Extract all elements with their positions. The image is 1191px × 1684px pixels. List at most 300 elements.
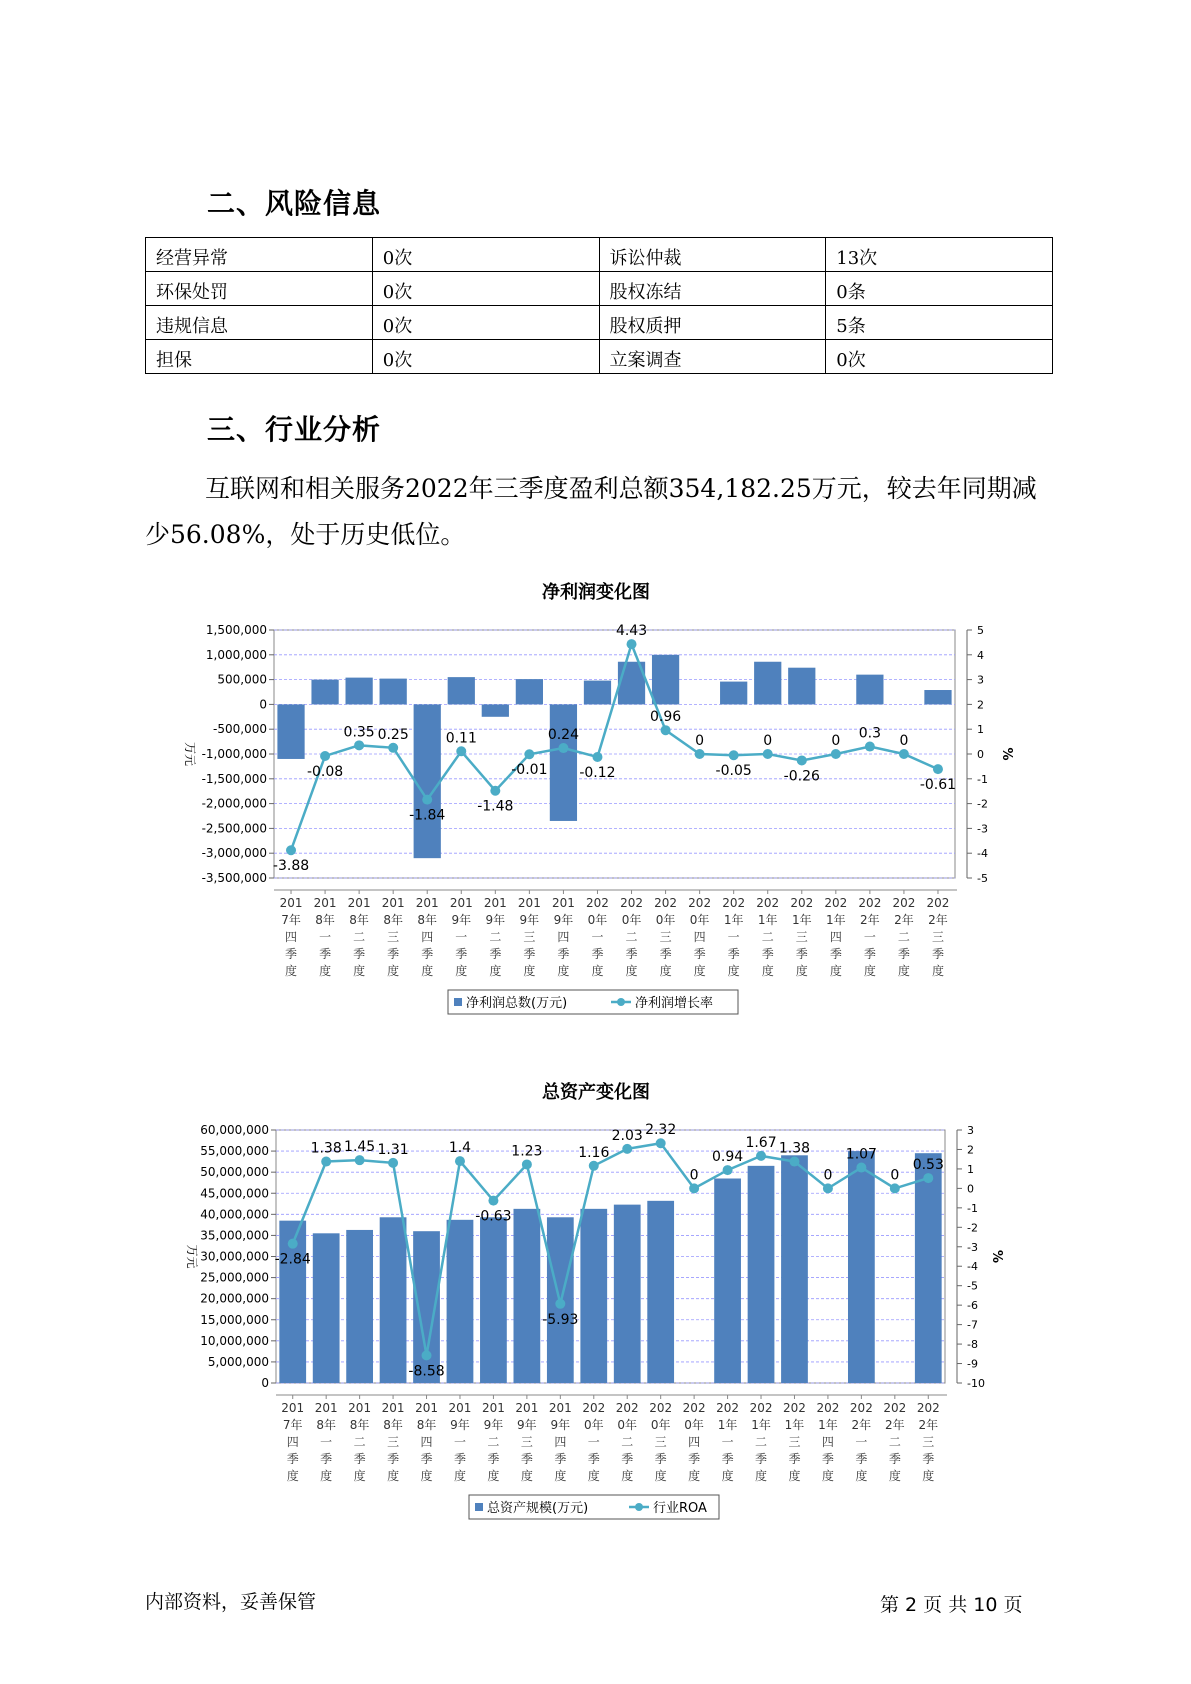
x-tick-label: 度: [625, 964, 638, 978]
x-tick-label: 度: [285, 964, 298, 978]
x-tick-label: 度: [587, 1469, 600, 1483]
bar: [580, 1209, 607, 1383]
x-tick-label: 201: [448, 1401, 472, 1415]
x-tick-label: 度: [855, 1469, 868, 1483]
risk-item-label: 环保处罚: [146, 272, 373, 306]
x-tick-label: 季: [922, 1452, 935, 1466]
x-tick-label: 度: [420, 1469, 433, 1483]
legend-point-swatch: [617, 998, 625, 1006]
data-label: 0.3: [858, 725, 882, 742]
x-tick-label: 2年: [894, 913, 914, 927]
line-point: [689, 1183, 699, 1193]
x-tick-label: 202: [649, 1401, 673, 1415]
x-tick-label: 度: [453, 1469, 466, 1483]
x-tick-label: 201: [314, 1401, 338, 1415]
data-label: 1.38: [778, 1140, 811, 1157]
x-tick-label: 2年: [860, 913, 880, 927]
legend-label: 总资产规模(万元): [487, 1501, 589, 1516]
x-tick-label: 季: [829, 947, 842, 961]
y2-tick-label: 1: [977, 723, 984, 737]
risk-item-value: 13次: [826, 238, 1053, 272]
line-point: [490, 786, 500, 796]
line-point: [589, 1161, 599, 1171]
y2-tick-label: -3: [977, 822, 988, 836]
line-point: [890, 1183, 900, 1193]
x-tick-label: 季: [353, 947, 366, 961]
x-tick-label: 0年: [689, 913, 710, 927]
y-tick-label: 20,000,000: [200, 1291, 269, 1306]
net-profit-chart: [0, 578, 1191, 1048]
line-point: [555, 1299, 565, 1309]
y-tick-label: -2,000,000: [201, 796, 267, 811]
line-point: [592, 752, 602, 762]
x-tick-label: 四: [688, 1435, 701, 1449]
x-tick-label: 202: [824, 896, 848, 910]
legend-label: 净利润总数(万元): [466, 996, 568, 1011]
x-tick-label: 季: [855, 1452, 868, 1466]
y-tick-label: -500,000: [213, 722, 267, 737]
risk-item-value: 5条: [826, 306, 1053, 340]
risk-item-label: 股权质押: [599, 306, 826, 340]
x-tick-label: 季: [693, 947, 706, 961]
data-label: 2.03: [611, 1127, 643, 1144]
x-tick-label: 0年: [684, 1418, 704, 1432]
x-tick-label: 度: [523, 964, 536, 978]
x-tick-label: 9年: [550, 1418, 571, 1432]
line-point: [763, 749, 773, 759]
x-tick-label: 201: [548, 1401, 572, 1415]
y2-tick-label: -8: [967, 1338, 978, 1352]
bar: [584, 681, 611, 705]
y-tick-label: -1,000,000: [201, 747, 267, 761]
bar: [714, 1178, 741, 1383]
x-tick-label: 季: [487, 1452, 500, 1466]
y2-tick-label: -2: [967, 1221, 978, 1235]
x-tick-label: 202: [916, 1401, 940, 1415]
data-label: -8.58: [408, 1363, 445, 1380]
x-tick-label: 度: [520, 1469, 533, 1483]
x-tick-label: 0年: [587, 913, 608, 927]
chart-title: 净利润变化图: [542, 582, 650, 603]
bar: [516, 679, 543, 704]
line-point: [695, 749, 705, 759]
y2-tick-label: -3: [967, 1240, 978, 1254]
data-label: 0.94: [711, 1149, 744, 1166]
x-tick-label: 度: [319, 964, 332, 978]
x-tick-label: 季: [421, 947, 434, 961]
bar: [482, 704, 509, 716]
x-tick-label: 202: [620, 896, 643, 910]
x-tick-label: 季: [353, 1452, 366, 1466]
x-tick-label: 度: [557, 964, 570, 978]
line-point: [865, 742, 875, 752]
x-tick-label: 季: [788, 1452, 801, 1466]
y-tick-label: 45,000,000: [200, 1186, 269, 1201]
x-tick-label: 9年: [485, 913, 506, 927]
x-tick-label: 四: [821, 1435, 834, 1449]
y-tick-label: -3,000,000: [201, 846, 267, 861]
x-tick-label: 度: [821, 1469, 834, 1483]
x-tick-label: 季: [489, 947, 502, 961]
data-label: 0: [831, 733, 841, 749]
y-tick-label: 15,000,000: [200, 1312, 269, 1327]
data-label: -5.93: [542, 1311, 579, 1328]
risk-item-label: 立案调查: [599, 340, 826, 374]
data-label: 0.24: [547, 727, 580, 744]
legend-label: 行业ROA: [653, 1501, 707, 1516]
x-tick-label: 202: [716, 1401, 740, 1415]
y2-tick-label: -10: [967, 1377, 985, 1390]
data-label: 1.07: [845, 1146, 877, 1163]
x-tick-label: 二: [487, 1435, 500, 1449]
y2-tick-label: -6: [967, 1299, 978, 1313]
x-tick-label: 四: [285, 930, 298, 944]
x-tick-label: 三: [922, 1435, 935, 1449]
data-label: -0.63: [475, 1208, 512, 1225]
x-tick-label: 2年: [918, 1418, 939, 1432]
y-tick-label: 500,000: [217, 672, 267, 687]
x-tick-label: 202: [756, 896, 780, 910]
x-tick-label: 2年: [928, 913, 948, 927]
x-tick-label: 8年: [416, 1418, 437, 1432]
x-tick-label: 三: [654, 1435, 667, 1449]
chart-title: 总资产变化图: [542, 1082, 650, 1103]
y2-axis-title: %: [999, 747, 1014, 761]
x-tick-label: 201: [381, 1401, 405, 1415]
risk-item-value: 0次: [372, 306, 599, 340]
x-tick-label: 202: [586, 896, 609, 910]
x-tick-label: 1年: [717, 1418, 738, 1432]
x-tick-label: 201: [348, 1401, 372, 1415]
risk-item-label: 违规信息: [146, 306, 373, 340]
x-tick-label: 季: [795, 947, 808, 961]
y2-tick-label: 2: [977, 698, 984, 712]
x-tick-label: 季: [888, 1452, 901, 1466]
x-tick-label: 度: [455, 964, 468, 978]
bar: [380, 1217, 407, 1383]
x-tick-label: 一: [863, 930, 876, 944]
y2-tick-label: -2: [977, 797, 988, 811]
data-label: 0.11: [445, 730, 477, 747]
x-tick-label: 202: [883, 1401, 907, 1415]
x-tick-label: 季: [591, 947, 604, 961]
x-tick-label: 度: [721, 1469, 734, 1483]
x-tick-label: 二: [897, 930, 910, 944]
x-tick-label: 季: [621, 1452, 634, 1466]
y-tick-label: 35,000,000: [200, 1228, 269, 1243]
x-tick-label: 202: [816, 1401, 840, 1415]
x-tick-label: 度: [688, 1469, 701, 1483]
bar: [652, 655, 679, 705]
x-tick-label: 202: [722, 896, 746, 910]
data-label: 0.35: [343, 724, 375, 741]
line-point: [286, 845, 296, 855]
x-tick-label: 一: [721, 1435, 734, 1449]
bar: [856, 675, 883, 705]
bar: [346, 1230, 373, 1383]
line-point: [789, 1157, 799, 1167]
x-tick-label: 1年: [757, 913, 778, 927]
x-tick-label: 1年: [818, 1418, 838, 1432]
y2-tick-label: 0: [967, 1182, 974, 1196]
x-tick-label: 季: [554, 1452, 567, 1466]
risk-item-label: 担保: [146, 340, 373, 374]
x-tick-label: 201: [279, 896, 303, 910]
x-tick-label: 8年: [417, 913, 438, 927]
x-tick-label: 度: [897, 964, 910, 978]
x-tick-label: 1年: [723, 913, 744, 927]
x-tick-label: 度: [755, 1469, 768, 1483]
x-tick-label: 一: [455, 930, 468, 944]
x-tick-label: 度: [387, 1469, 400, 1483]
y2-tick-label: 1: [967, 1162, 974, 1176]
data-label: -0.61: [919, 777, 957, 794]
x-tick-label: 四: [421, 930, 434, 944]
legend-label: 净利润增长率: [635, 996, 714, 1011]
y-tick-label: 30,000,000: [200, 1249, 269, 1264]
line-point: [797, 755, 807, 765]
x-tick-label: 201: [481, 1401, 505, 1415]
y2-tick-label: -4: [977, 847, 988, 861]
x-tick-label: 季: [721, 1452, 734, 1466]
x-tick-label: 三: [659, 930, 672, 944]
line-point: [723, 1165, 733, 1175]
x-tick-label: 三: [795, 930, 808, 944]
x-tick-label: 二: [621, 1435, 634, 1449]
risk-table-row: [146, 306, 1053, 340]
x-tick-label: 9年: [553, 913, 574, 927]
data-label: 0: [823, 1167, 833, 1184]
x-tick-label: 四: [557, 930, 570, 944]
y-axis-title: 万元: [185, 1244, 199, 1269]
x-tick-label: 度: [788, 1469, 801, 1483]
x-tick-label: 二: [489, 930, 502, 944]
y-tick-label: 55,000,000: [200, 1144, 269, 1159]
x-tick-label: 季: [654, 1452, 667, 1466]
y2-tick-label: 2: [967, 1143, 974, 1157]
x-tick-label: 1年: [826, 913, 846, 927]
x-tick-label: 度: [286, 1469, 299, 1483]
x-tick-label: 季: [727, 947, 740, 961]
x-tick-label: 季: [455, 947, 468, 961]
x-tick-label: 三: [387, 930, 400, 944]
bar: [647, 1201, 674, 1383]
line-point: [320, 751, 330, 761]
x-tick-label: 季: [761, 947, 774, 961]
y-tick-label: 25,000,000: [200, 1270, 269, 1285]
line-point: [355, 1155, 365, 1165]
x-tick-label: 9年: [450, 1418, 470, 1432]
x-tick-label: 季: [557, 947, 570, 961]
x-tick-label: 201: [415, 1401, 438, 1415]
data-label: -2.84: [274, 1251, 311, 1268]
x-tick-label: 202: [783, 1401, 806, 1415]
x-tick-label: 季: [387, 947, 400, 961]
x-tick-label: 季: [420, 1452, 433, 1466]
line-point: [756, 1151, 766, 1161]
line-point: [288, 1239, 298, 1249]
y2-tick-label: 3: [967, 1124, 974, 1137]
x-tick-label: 季: [821, 1452, 834, 1466]
data-label: 1.67: [745, 1134, 777, 1151]
y-tick-label: -3,500,000: [201, 871, 267, 885]
x-tick-label: 一: [453, 1435, 466, 1449]
x-tick-label: 度: [863, 964, 876, 978]
x-tick-label: 度: [387, 964, 400, 978]
x-tick-label: 度: [693, 964, 706, 978]
x-tick-label: 202: [688, 896, 712, 910]
x-tick-label: 201: [415, 896, 439, 910]
data-label: 2.32: [645, 1122, 677, 1139]
x-tick-label: 季: [319, 947, 332, 961]
x-tick-label: 一: [319, 930, 332, 944]
data-label: 0: [689, 1167, 699, 1184]
risk-item-value: 0次: [372, 238, 599, 272]
risk-info-table: [145, 237, 1053, 374]
line-point: [422, 1350, 432, 1360]
x-tick-label: 三: [931, 930, 944, 944]
x-tick-label: 四: [286, 1435, 299, 1449]
x-tick-label: 四: [420, 1435, 433, 1449]
y-tick-label: -2,500,000: [201, 821, 267, 836]
x-tick-label: 0年: [655, 913, 676, 927]
bar: [754, 662, 781, 705]
risk-table-row: [146, 272, 1053, 306]
x-tick-label: 1年: [751, 1418, 771, 1432]
y2-tick-label: 5: [977, 624, 984, 637]
x-tick-label: 度: [922, 1469, 935, 1483]
line-point: [627, 639, 637, 649]
x-tick-label: 度: [888, 1469, 901, 1483]
bar: [912, 1153, 944, 1383]
line-point: [524, 749, 534, 759]
x-tick-label: 7年: [282, 1418, 303, 1432]
y-tick-label: 60,000,000: [200, 1123, 269, 1137]
x-tick-label: 季: [863, 947, 876, 961]
x-tick-label: 一: [587, 1435, 600, 1449]
bar: [781, 1155, 808, 1383]
x-tick-label: 201: [517, 896, 541, 910]
line-point: [456, 746, 466, 756]
bar: [614, 1205, 641, 1383]
y2-tick-label: 0: [977, 748, 984, 761]
data-label: -0.01: [511, 762, 548, 779]
x-tick-label: 四: [829, 930, 842, 944]
x-tick-label: 8年: [383, 1418, 403, 1432]
risk-item-value: 0次: [372, 272, 599, 306]
data-label: 0.25: [377, 726, 409, 743]
x-tick-label: 201: [381, 896, 405, 910]
y2-tick-label: -9: [967, 1357, 978, 1371]
x-tick-label: 季: [659, 947, 672, 961]
bar: [311, 680, 338, 705]
data-label: -0.12: [579, 764, 616, 781]
bar: [720, 682, 747, 705]
x-tick-label: 201: [515, 1401, 539, 1415]
y-axis-title: 万元: [183, 741, 197, 767]
x-tick-label: 一: [855, 1435, 868, 1449]
legend-bar-swatch: [475, 1503, 483, 1511]
risk-table-row: [146, 238, 1053, 272]
x-tick-label: 8年: [349, 913, 369, 927]
y-tick-label: 0: [261, 1376, 269, 1390]
line-point: [522, 1159, 532, 1169]
line-point: [923, 1173, 933, 1183]
x-tick-label: 度: [487, 1469, 500, 1483]
data-label: 1.4: [448, 1140, 472, 1157]
x-tick-label: 7年: [281, 913, 301, 927]
bar: [346, 678, 373, 705]
x-tick-label: 9年: [483, 1418, 504, 1432]
y-tick-label: 10,000,000: [200, 1333, 269, 1348]
y2-axis-title: %: [989, 1249, 1004, 1264]
y2-tick-label: -7: [967, 1318, 978, 1332]
line-point: [823, 1183, 833, 1193]
x-tick-label: 度: [591, 964, 604, 978]
risk-item-label: 诉讼仲裁: [599, 238, 826, 272]
x-tick-label: 202: [849, 1401, 873, 1415]
x-tick-label: 度: [829, 964, 842, 978]
y2-tick-label: -1: [967, 1201, 978, 1215]
y2-tick-label: -5: [967, 1279, 978, 1293]
y-tick-label: 5,000,000: [207, 1354, 269, 1369]
risk-item-label: 经营异常: [146, 238, 373, 272]
risk-item-value: 0次: [826, 340, 1053, 374]
x-tick-label: 季: [523, 947, 536, 961]
y2-tick-label: 3: [977, 673, 984, 687]
data-label: 1.45: [344, 1139, 376, 1156]
x-tick-label: 季: [286, 1452, 299, 1466]
data-label: 1.31: [377, 1141, 409, 1158]
x-tick-label: 季: [587, 1452, 600, 1466]
y2-tick-label: 4: [977, 648, 984, 662]
x-tick-label: 202: [682, 1401, 706, 1415]
line-series: [291, 644, 938, 850]
x-tick-label: 201: [551, 896, 575, 910]
x-tick-label: 度: [931, 964, 944, 978]
x-tick-label: 2年: [851, 1418, 872, 1432]
footer-page-number: 第 2 页 共 10 页: [880, 1594, 1023, 1616]
legend-bar-swatch: [454, 998, 462, 1006]
risk-section-title: 二、风险信息: [207, 187, 382, 220]
bar: [277, 704, 304, 759]
data-label: 0.96: [649, 709, 682, 726]
line-point: [622, 1144, 632, 1154]
data-label: -3.88: [272, 858, 310, 875]
line-point: [899, 749, 909, 759]
bar: [788, 668, 815, 705]
x-tick-label: 二: [353, 930, 366, 944]
risk-item-label: 股权冻结: [599, 272, 826, 306]
x-tick-label: 度: [727, 964, 740, 978]
x-tick-label: 度: [320, 1469, 333, 1483]
risk-item-value: 0次: [372, 340, 599, 374]
x-tick-label: 0年: [650, 1418, 671, 1432]
x-tick-label: 度: [795, 964, 808, 978]
x-tick-label: 8年: [349, 1418, 370, 1432]
line-point: [354, 740, 364, 750]
line-point: [388, 1158, 398, 1168]
data-label: 4.43: [615, 623, 648, 640]
x-tick-label: 0年: [583, 1418, 604, 1432]
x-tick-label: 2年: [885, 1418, 905, 1432]
bar: [848, 1151, 875, 1383]
line-point: [488, 1196, 498, 1206]
footer-confidential-note: 内部资料，妥善保管: [145, 1591, 317, 1613]
line-point: [455, 1156, 465, 1166]
x-tick-label: 二: [353, 1435, 366, 1449]
x-tick-label: 度: [654, 1469, 667, 1483]
